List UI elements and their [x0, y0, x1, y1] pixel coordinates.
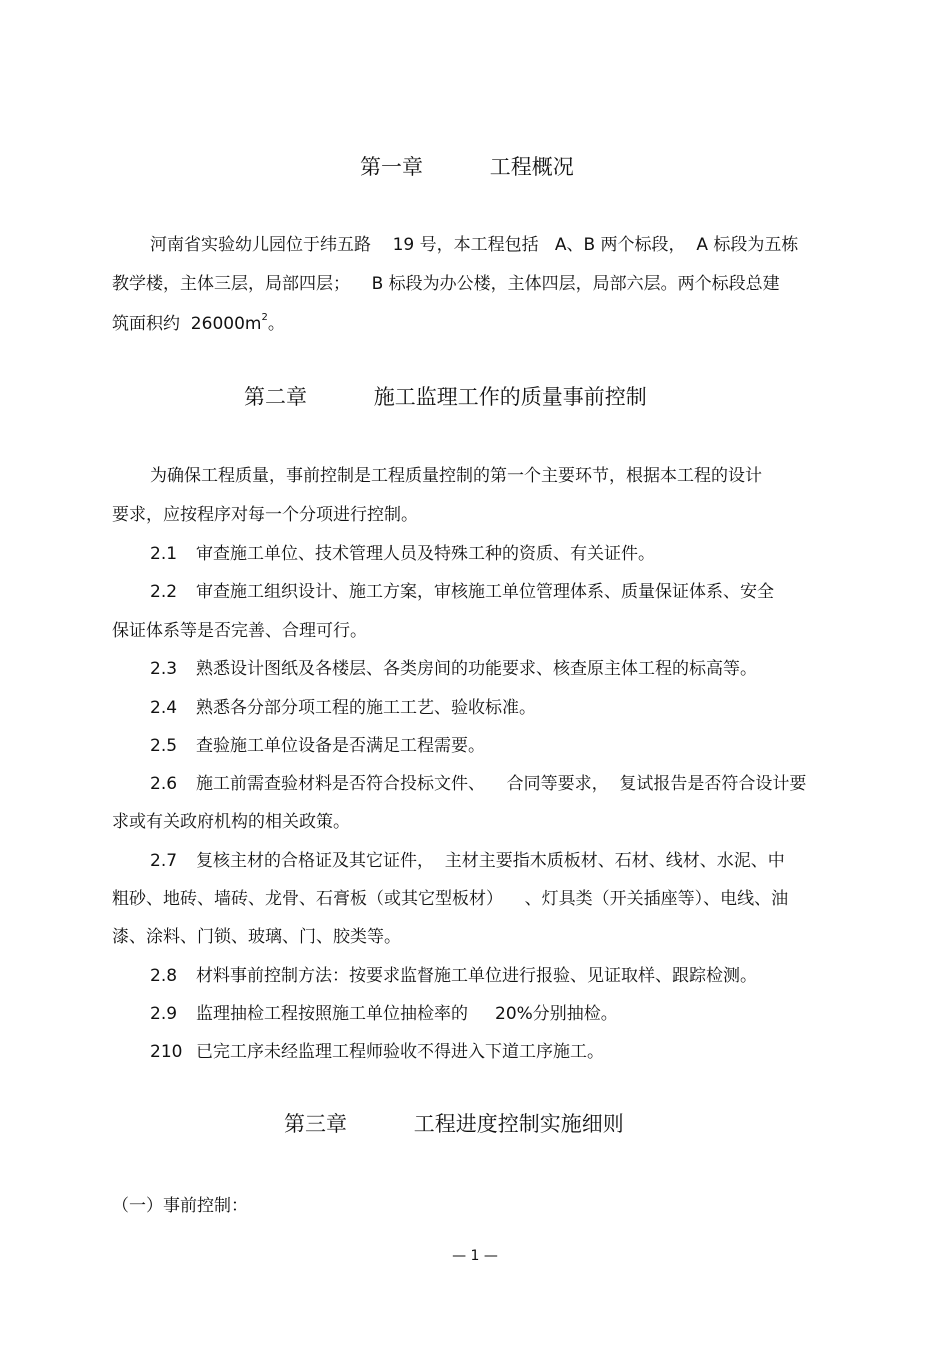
list-item-continuation: 漆、涂料、门锁、玻璃、门、胶类等。 [112, 927, 401, 947]
list-item [150, 1003, 618, 1025]
list-item-continuation: 粗砂、地砖、墙砖、龙骨、石膏板（或其它型板材） 、灯具类（开关插座等）、电线、油 [112, 889, 789, 909]
item-text: 已完工序未经监理工程师验收不得进入下道工序施工。 [196, 1042, 604, 1062]
list-item [150, 773, 806, 795]
chapter-3-heading: 第三章 工程进度控制实施细则 [284, 1112, 624, 1136]
list-item [150, 1041, 604, 1063]
item-number: 2.6 [150, 774, 178, 794]
area-superscript: 2 [261, 312, 268, 323]
area-text: 筑面积约 26000m [112, 314, 262, 334]
item-number: 210 [150, 1042, 183, 1062]
item-text: 材料事前控制方法：按要求监督施工单位进行报验、见证取样、跟踪检测。 [196, 966, 757, 986]
chapter-1-paragraph-line-3 [112, 313, 285, 335]
area-suffix: 。 [267, 314, 285, 334]
item-number: 2.9 [150, 1004, 178, 1024]
chapter-1-heading: 第一章 工程概况 [360, 155, 574, 179]
item-text: 审查施工单位、技术管理人员及特殊工种的资质、有关证件。 [196, 544, 655, 564]
chapter-2-intro-line-1: 为确保工程质量，事前控制是工程质量控制的第一个主要环节，根据本工程的设计 [150, 466, 762, 486]
item-text: 监理抽检工程按照施工单位抽检率的 20%分别抽检。 [196, 1004, 618, 1024]
list-item [150, 697, 536, 719]
chapter-2-heading: 第二章 施工监理工作的质量事前控制 [244, 385, 647, 409]
item-text: 复核主材的合格证及其它证件， 主材主要指木质板材、石材、线材、水泥、中 [196, 851, 785, 871]
item-number: 2.3 [150, 659, 178, 679]
item-text: 施工前需查验材料是否符合投标文件、 合同等要求， 复试报告是否符合设计要 [196, 774, 807, 794]
item-text: 查验施工单位设备是否满足工程需要。 [196, 736, 485, 756]
item-text: 熟悉设计图纸及各楼层、各类房间的功能要求、核查原主体工程的标高等。 [196, 659, 757, 679]
list-item [150, 735, 485, 757]
item-text: 熟悉各分部分项工程的施工工艺、验收标准。 [196, 698, 536, 718]
list-item [150, 965, 757, 987]
list-item-continuation: 求或有关政府机构的相关政策。 [112, 812, 350, 832]
item-number: 2.2 [150, 582, 178, 602]
list-item [150, 850, 785, 872]
chapter-1-paragraph-line-1: 河南省实验幼儿园位于纬五路 19 号，本工程包括 A、B 两个标段， A 标段为五栋 [150, 235, 799, 255]
item-number: 2.1 [150, 544, 178, 564]
item-text: 审查施工组织设计、施工方案，审核施工单位管理体系、质量保证体系、安全 [196, 582, 774, 602]
item-number: 2.5 [150, 736, 178, 756]
item-number: 2.8 [150, 966, 178, 986]
list-item-continuation: 保证体系等是否完善、合理可行。 [112, 621, 367, 641]
chapter-1-paragraph-line-2: 教学楼，主体三层，局部四层； B 标段为办公楼，主体四层，局部六层。两个标段总建 [112, 274, 780, 294]
page-number: — 1 — [452, 1248, 498, 1264]
item-number: 2.4 [150, 698, 178, 718]
chapter-3-subheading: （一）事前控制： [112, 1196, 248, 1216]
chapter-2-intro-line-2: 要求，应按程序对每一个分项进行控制。 [112, 505, 418, 525]
list-item [150, 581, 774, 603]
list-item [150, 658, 757, 680]
list-item [150, 543, 655, 565]
item-number: 2.7 [150, 851, 178, 871]
